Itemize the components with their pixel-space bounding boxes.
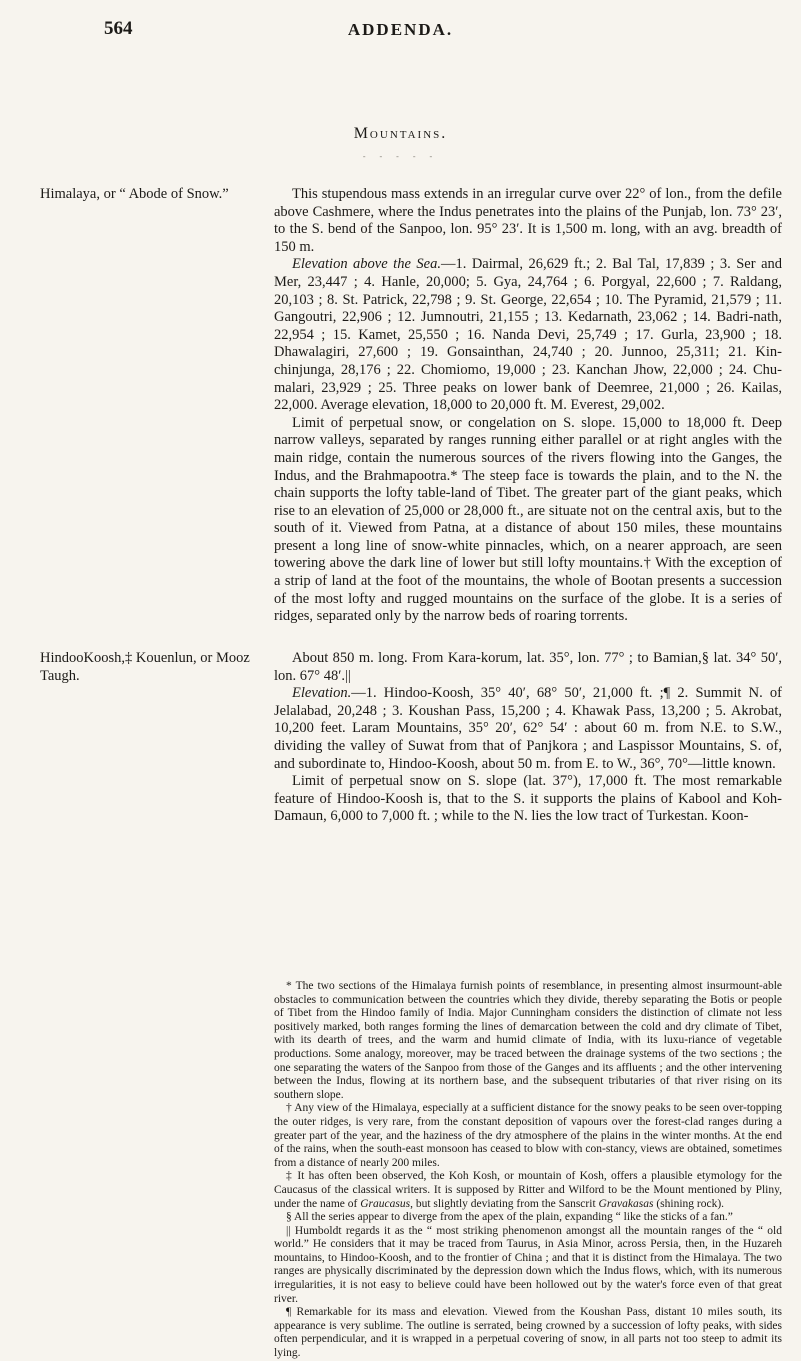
sidenote-hindookoosh: HindooKoosh,‡ Kouenlun, or Mooz Taugh.	[40, 650, 250, 684]
elevation-list: —1. Hindoo-Koosh, 35° 40′, 68° 50′, 21,000 ft. ;¶ 2. Summit N. of Jelalabad, 20,248 ; 3. Koushan Pass, 15,200 ; 4. Khawak Pass, 13,200 ; 5. Akrobat, 10,200 feet. Laram Mountains, 35° 20′, 62° 54′ : about 60 m. from N.E. to S.W., dividing the valley of Suwat from that of Panjkora ; and Laspissor Mountains, S. of, and subordinate to, Hindoo-Koosh, about 50 m. from E. to W., 36°, 70°—little known.	[274, 685, 782, 772]
footnote-3-text: , but slightly deviating from the Sanscrit	[410, 1197, 599, 1210]
sidenote-himalaya: Himalaya, or “ Abode of Snow.”	[40, 186, 229, 202]
section-title: Mountains.	[353, 125, 448, 142]
separator: - - - - -	[362, 152, 439, 161]
hindookoosh-intro: About 850 m. long. From Kara-korum, lat. 35°, lon. 77° ; to Bamian,§ lat. 34° 50′, lon. 67° 48′.||	[274, 650, 782, 684]
footnote-3-term: Gravakasas	[598, 1197, 654, 1210]
himalaya-elevation	[274, 256, 782, 414]
page-number: 564	[104, 18, 133, 39]
himalaya-intro: This stupendous mass extends in an irregular curve over 22° of lon., from the defile above Cashmere, where the Indus penetrates into the plains of the Punjab, lon. 73° 23′, to the S. bend of the Sanpoo, lon. 95° 23′. It is 1,500 m. long, with an avg. breadth of 150 m.	[274, 186, 782, 255]
elevation-label: Elevation above the Sea.	[292, 256, 441, 273]
elevation-list: —1. Dairmal, 26,629 ft.; 2. Bal Tal, 17,839 ; 3. Ser and Mer, 23,447 ; 4. Hanle, 20,000; 5. Gya, 24,764 ; 6. Porgyal, 22,600 ; 7. Raldang, 20,103 ; 8. St. Patrick, 22,798 ; 9. St. George, 22,654 ; 10. The Pyramid, 21,579 ; 11. Gangoutri, 22,906 ; 12. Jumnoutri, 21,155 ; 13. Kedarnath, 23,062 ; 14. Badri-nath, 22,954 ; 15. Kamet, 25,550 ; 16. Nanda Devi, 25,749 ; 17. Gurla, 23,900 ; 18. Dhawalagiri, 27,600 ; 19. Gonsainthan, 24,740 ; 20. Junnoo, 25,311; 21. Kin-chinjunga, 28,176 ; 22. Chomiomo, 19,000 ; 23. Kanchan Jhow, 22,000 ; 24. Chu-malari, 23,929 ; 25. Three peaks on lower bank of Deemree, 21,000 ; 26. Kailas, 22,000. Average elevation, 18,000 to 20,000 ft. M. Everest, 29,002.	[274, 256, 782, 414]
running-header	[0, 18, 801, 42]
elevation-label: Elevation.	[292, 685, 352, 702]
footnote-3-text: ‡ It has often been observed, the Koh Kosh, or mountain of Kosh, offers a plausible etymology for the Caucasus of the classical writers. It is supposed by Ritter and Wilford to be the Mount mentioned by Pliny, under the name of	[274, 1170, 782, 1210]
footnote-3-text: (shining rock).	[653, 1197, 725, 1210]
hindookoosh-section	[274, 650, 782, 826]
hindookoosh-snow-limit: Limit of perpetual snow on S. slope (lat. 37°), 17,000 ft. The most remarkable feature of Hindoo-Koosh is, that to the S. it supports the plains of Kabool and Koh-Damaun, 6,000 to 7,000 ft. ; while to the N. lies the low tract of Turkestan. Koon-	[274, 773, 782, 825]
footnote-5: || Humboldt regards it as the “ most striking phenomenon amongst all the mountain ranges of the “ old world.” He considers that it may be traced from Taurus, in Asia Minor, across Persia, then, in the Huzareh mountains, to Hindoo-Koosh, and to the frontier of China ; and that it is distinct from the Himalaya. The two ranges are physically discriminated by the depression down which the Indus flows, which, with its numerous irregularities, it is not easy to believe could have been hollowed out by the water's force even of that great river.	[274, 1224, 782, 1305]
footnote-6: ¶ Remarkable for its mass and elevation. Viewed from the Koushan Pass, distant 10 miles south, its appearance is very sublime. The outline is serrated, being crowned by a succession of lofty peaks, with sides often perpendicular, and it is wrapped in a perpetual covering of snow, in all parts not too steep to admit its lying.	[274, 1306, 782, 1360]
himalaya-section	[274, 186, 782, 626]
footnote-3	[274, 1170, 782, 1211]
himalaya-snow-limit: Limit of perpetual snow, or congelation on S. slope. 15,000 to 18,000 ft. Deep narrow valleys, separated by ranges running either parallel or at right angles with the main ridge, contain the numerous sources of the rivers flowing into the Ganges, the Indus, and the Brahmapootra.* The steep face is towards the plain, and to the N. the chain supports the lofty table-land of Tibet. The greater part of the giant peaks, which rise to an elevation of 25,000 or 28,000 ft., are situate not on the central axis, but to the south of it. Viewed from Patna, at a distance of about 150 miles, these mountains present a long line of snow-white pinnacles, which, on a nearer approach, are seen towering above the dark line of lower but still lofty mountains.† With the exception of a strip of land at the foot of the mountains, the whole of Bootan presents a succession of the most lofty and rugged mountains on the surface of the globe. It is a series of ridges, separated only by the narrow beds of roaring torrents.	[274, 414, 782, 625]
hindookoosh-elevation	[274, 685, 782, 773]
footnotes	[274, 980, 782, 1361]
footnote-2: † Any view of the Himalaya, especially at a sufficient distance for the snowy peaks to be seen over-topping the outer ridges, is very rare, from the constant deposition of vapours over the forest-clad ranges during a greater part of the year, and the haziness of the dry atmosphere of the plains in the winter months. At the end of the rains, when the south-east monsoon has ceased to blow with con-stancy, views are obtained, sometimes from a distance of nearly 200 miles.	[274, 1102, 782, 1169]
footnote-4: § All the series appear to diverge from the apex of the plain, expanding “ like the sticks of a fan.”	[286, 1211, 733, 1224]
running-title: ADDENDA.	[347, 20, 454, 39]
footnote-3-term: Graucasus	[360, 1197, 411, 1210]
footnote-1: * The two sections of the Himalaya furnish points of resemblance, in presenting almost insurmount-able obstacles to communication between the countries which they divide, thereby separating the Botis or people of Tibet from the Hindoo family of India. Major Cunningham considers the distinction of climate not less positively marked, both ranges forming the lines of demarcation between the cold and dry climate of Tibet, with its dearth of trees, and the warm and humid climate of India, with its luxu-riance of vegetable productions. Some analogy, moreover, may be traced between the drainage systems of the two sections ; the one separating the waters of the Sanpoo from those of the Ganges and its affluents ; and the other intervening between the Indus, flowing at its northern base, and the subsequent tributaries of that river rising on its southern slope.	[274, 980, 782, 1101]
